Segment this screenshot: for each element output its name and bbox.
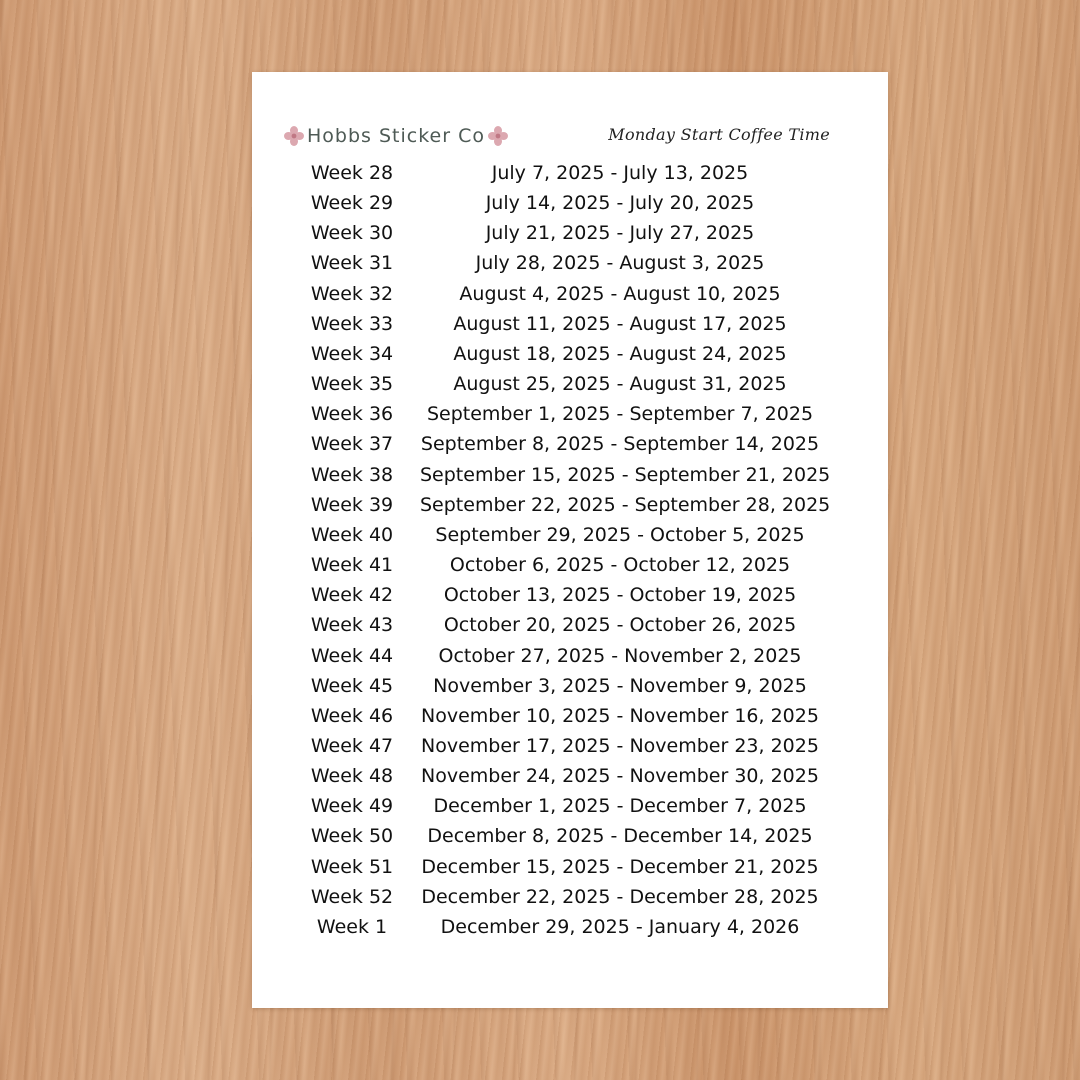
week-row <box>252 309 888 339</box>
week-row <box>252 490 888 520</box>
week-label: Week 41 <box>310 554 394 577</box>
week-row <box>252 429 888 459</box>
week-row <box>252 158 888 188</box>
week-label: Week 28 <box>310 162 394 184</box>
week-date-range: October 20, 2025 - October 26, 2025 <box>443 614 797 637</box>
week-label: Week 46 <box>310 704 394 727</box>
week-row <box>252 339 888 369</box>
brand-header <box>284 125 508 147</box>
week-label: Week 35 <box>310 373 394 396</box>
week-label: Week 44 <box>310 644 394 667</box>
week-date-range: August 4, 2025 - August 10, 2025 <box>459 282 781 305</box>
week-date-range: September 29, 2025 - October 5, 2025 <box>435 523 805 546</box>
week-row <box>252 641 888 671</box>
week-date-range: December 29, 2025 - January 4, 2026 <box>440 915 800 938</box>
week-date-range: August 18, 2025 - August 24, 2025 <box>453 342 787 365</box>
week-date-range: September 1, 2025 - September 7, 2025 <box>426 403 814 426</box>
pink-flower-icon <box>284 126 304 146</box>
week-label: Week 29 <box>310 192 394 215</box>
week-row <box>252 248 888 278</box>
week-label: Week 1 <box>316 915 388 938</box>
week-row <box>252 550 888 580</box>
week-date-range: October 6, 2025 - October 12, 2025 <box>449 554 791 577</box>
week-date-range: October 27, 2025 - November 2, 2025 <box>438 644 802 667</box>
week-date-range: July 14, 2025 - July 20, 2025 <box>485 192 755 215</box>
week-label: Week 31 <box>310 252 394 275</box>
week-date-range: July 21, 2025 - July 27, 2025 <box>485 222 755 245</box>
week-label: Week 38 <box>310 463 394 486</box>
week-row <box>252 791 888 821</box>
week-row <box>252 188 888 218</box>
week-label: Week 52 <box>310 885 394 908</box>
week-label: Week 48 <box>310 765 394 788</box>
week-label: Week 33 <box>310 312 394 335</box>
week-row <box>252 369 888 399</box>
week-row <box>252 580 888 610</box>
week-date-range: September 22, 2025 - September 28, 2025 <box>420 493 831 516</box>
week-row <box>252 852 888 882</box>
week-label: Week 32 <box>310 282 394 305</box>
week-label: Week 50 <box>310 825 394 848</box>
week-row <box>252 821 888 851</box>
sheet-subtitle: Monday Start Coffee Time <box>608 125 830 144</box>
brand-name: Hobbs Sticker Co <box>307 125 485 147</box>
week-label: Week 49 <box>310 795 394 818</box>
sticker-sheet <box>252 72 888 1008</box>
week-date-range: September 8, 2025 - September 14, 2025 <box>420 433 820 456</box>
week-date-range: July 28, 2025 - August 3, 2025 <box>475 252 765 275</box>
week-date-range: November 3, 2025 - November 9, 2025 <box>433 674 807 697</box>
week-date-range: August 11, 2025 - August 17, 2025 <box>453 312 787 335</box>
week-row <box>252 520 888 550</box>
week-label: Week 43 <box>310 614 394 637</box>
week-row <box>252 610 888 640</box>
week-label: Week 40 <box>310 523 394 546</box>
week-label: Week 39 <box>310 493 394 516</box>
week-label: Week 36 <box>310 403 394 426</box>
week-row <box>252 701 888 731</box>
week-row <box>252 912 888 942</box>
week-label: Week 47 <box>310 734 394 757</box>
week-label: Week 42 <box>310 584 394 607</box>
week-row <box>252 731 888 761</box>
week-label: Week 37 <box>310 433 394 456</box>
week-date-range: November 24, 2025 - November 30, 2025 <box>421 765 819 788</box>
week-label: Week 34 <box>310 342 394 365</box>
week-row <box>252 279 888 309</box>
week-date-range: December 22, 2025 - December 28, 2025 <box>421 885 819 908</box>
week-date-range: November 10, 2025 - November 16, 2025 <box>421 704 819 727</box>
week-label: Week 51 <box>310 855 394 878</box>
week-row <box>252 761 888 791</box>
week-date-range: October 13, 2025 - October 19, 2025 <box>443 584 797 607</box>
week-label: Week 45 <box>310 674 394 697</box>
week-date-range: September 15, 2025 - September 21, 2025 <box>420 463 831 486</box>
pink-flower-icon <box>488 126 508 146</box>
week-row <box>252 882 888 912</box>
week-date-range: December 15, 2025 - December 21, 2025 <box>421 855 819 878</box>
week-row <box>252 399 888 429</box>
week-row <box>252 671 888 701</box>
week-row <box>252 460 888 490</box>
week-row <box>252 218 888 248</box>
week-date-range: December 8, 2025 - December 14, 2025 <box>427 825 813 848</box>
week-label: Week 30 <box>310 222 394 245</box>
week-date-range: December 1, 2025 - December 7, 2025 <box>433 795 807 818</box>
week-date-range: November 17, 2025 - November 23, 2025 <box>421 734 819 757</box>
week-list <box>252 158 888 942</box>
week-date-range: July 7, 2025 - July 13, 2025 <box>491 162 749 184</box>
week-date-range: August 25, 2025 - August 31, 2025 <box>453 373 787 396</box>
